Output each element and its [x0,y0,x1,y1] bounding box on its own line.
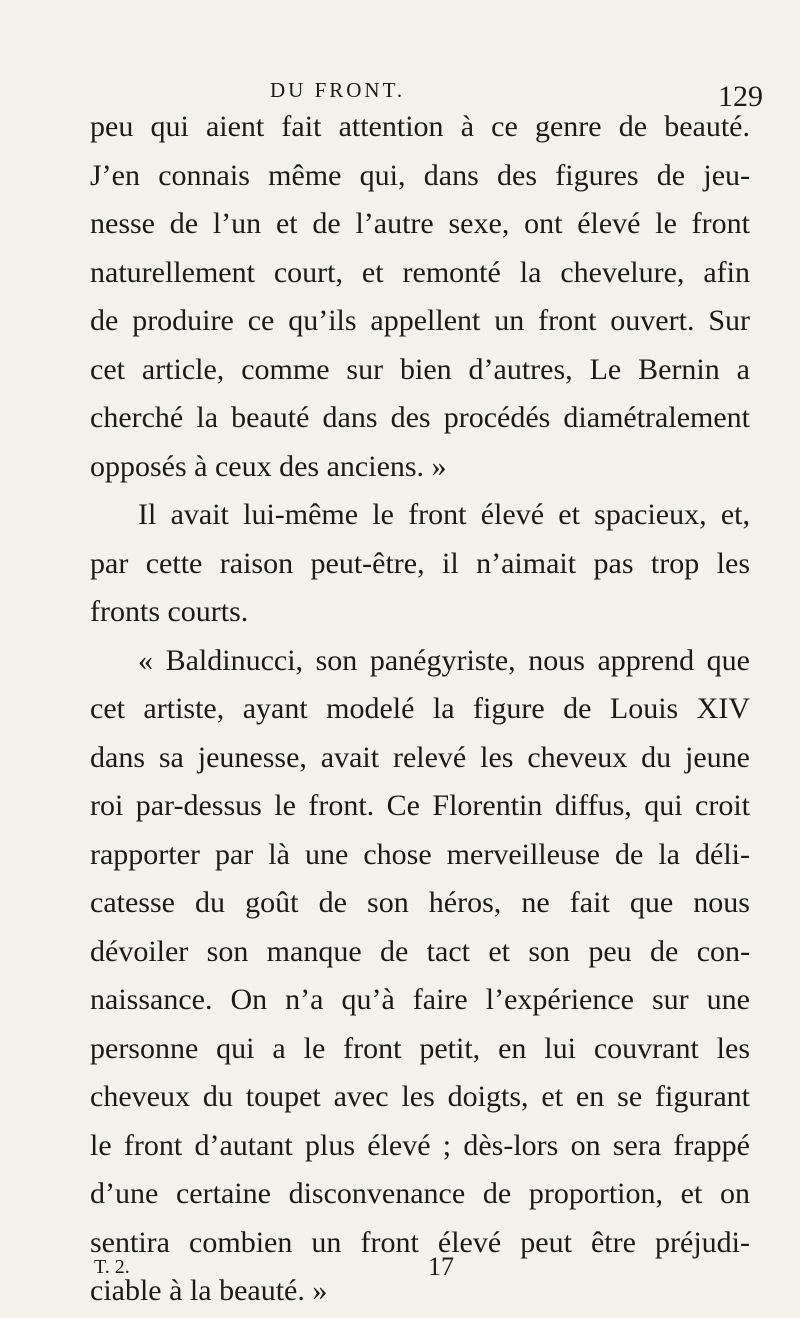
sheet-number: 17 [428,1252,454,1281]
text-line: dévoiler son manque de tact et son peu de con- [90,934,750,968]
text-line: roi par-dessus le front. Ce Florentin diffus, qui croit [90,789,750,822]
text-line: le front d’autant plus élevé ; dès-lors on sera frappé [90,1128,750,1162]
text-line: « Baldinucci, son panégyriste, nous apprend que [138,643,750,677]
text-line: catesse du goût de son héros, ne fait que nous [90,886,750,919]
body-text [90,103,750,1316]
text-line: ciable à la beauté. » [90,1274,328,1307]
text-line: peu qui aient fait attention à ce genre de beauté. [90,110,750,143]
text-line: de produire ce qu’ils appellent un front ouvert. Sur [90,304,750,337]
text-line: nesse de l’un et de l’autre sexe, ont élevé le front [90,207,750,240]
text-line: J’en connais même qui, dans des figures de jeu- [90,158,750,192]
text-line: cheveux du toupet avec les doigts, et en se figurant [90,1080,750,1113]
text-line: personne qui a le front petit, en lui couvrant les [90,1031,750,1065]
text-line: d’une certaine disconvenance de proportion, et on [90,1177,750,1210]
running-head: DU FRONT. [270,78,406,102]
text-line: cet artiste, ayant modelé la figure de Louis XIV [90,692,750,725]
signature-mark: T. 2. [94,1256,130,1278]
text-line: rapporter par là une chose merveilleuse de la déli- [90,837,750,871]
text-line: sentira combien un front élevé peut être préjudi- [90,1225,750,1259]
text-line: fronts courts. [90,595,249,628]
text-line: naissance. On n’a qu’à faire l’expérience sur une [90,983,750,1016]
text-line: cet article, comme sur bien d’autres, Le Bernin a [90,352,750,386]
text-line: cherché la beauté dans des procédés diamétralement [90,401,750,434]
text-line: opposés à ceux des anciens. » [90,449,447,483]
text-line: par cette raison peut-être, il n’aimait pas trop les [90,546,750,580]
text-line: naturellement court, et remonté la chevelure, afin [90,255,750,289]
text-line: Il avait lui-même le front élevé et spacieux, et, [138,498,750,531]
text-line: dans sa jeunesse, avait relevé les cheveux du jeune [90,740,750,774]
page-number: 129 [718,80,763,113]
